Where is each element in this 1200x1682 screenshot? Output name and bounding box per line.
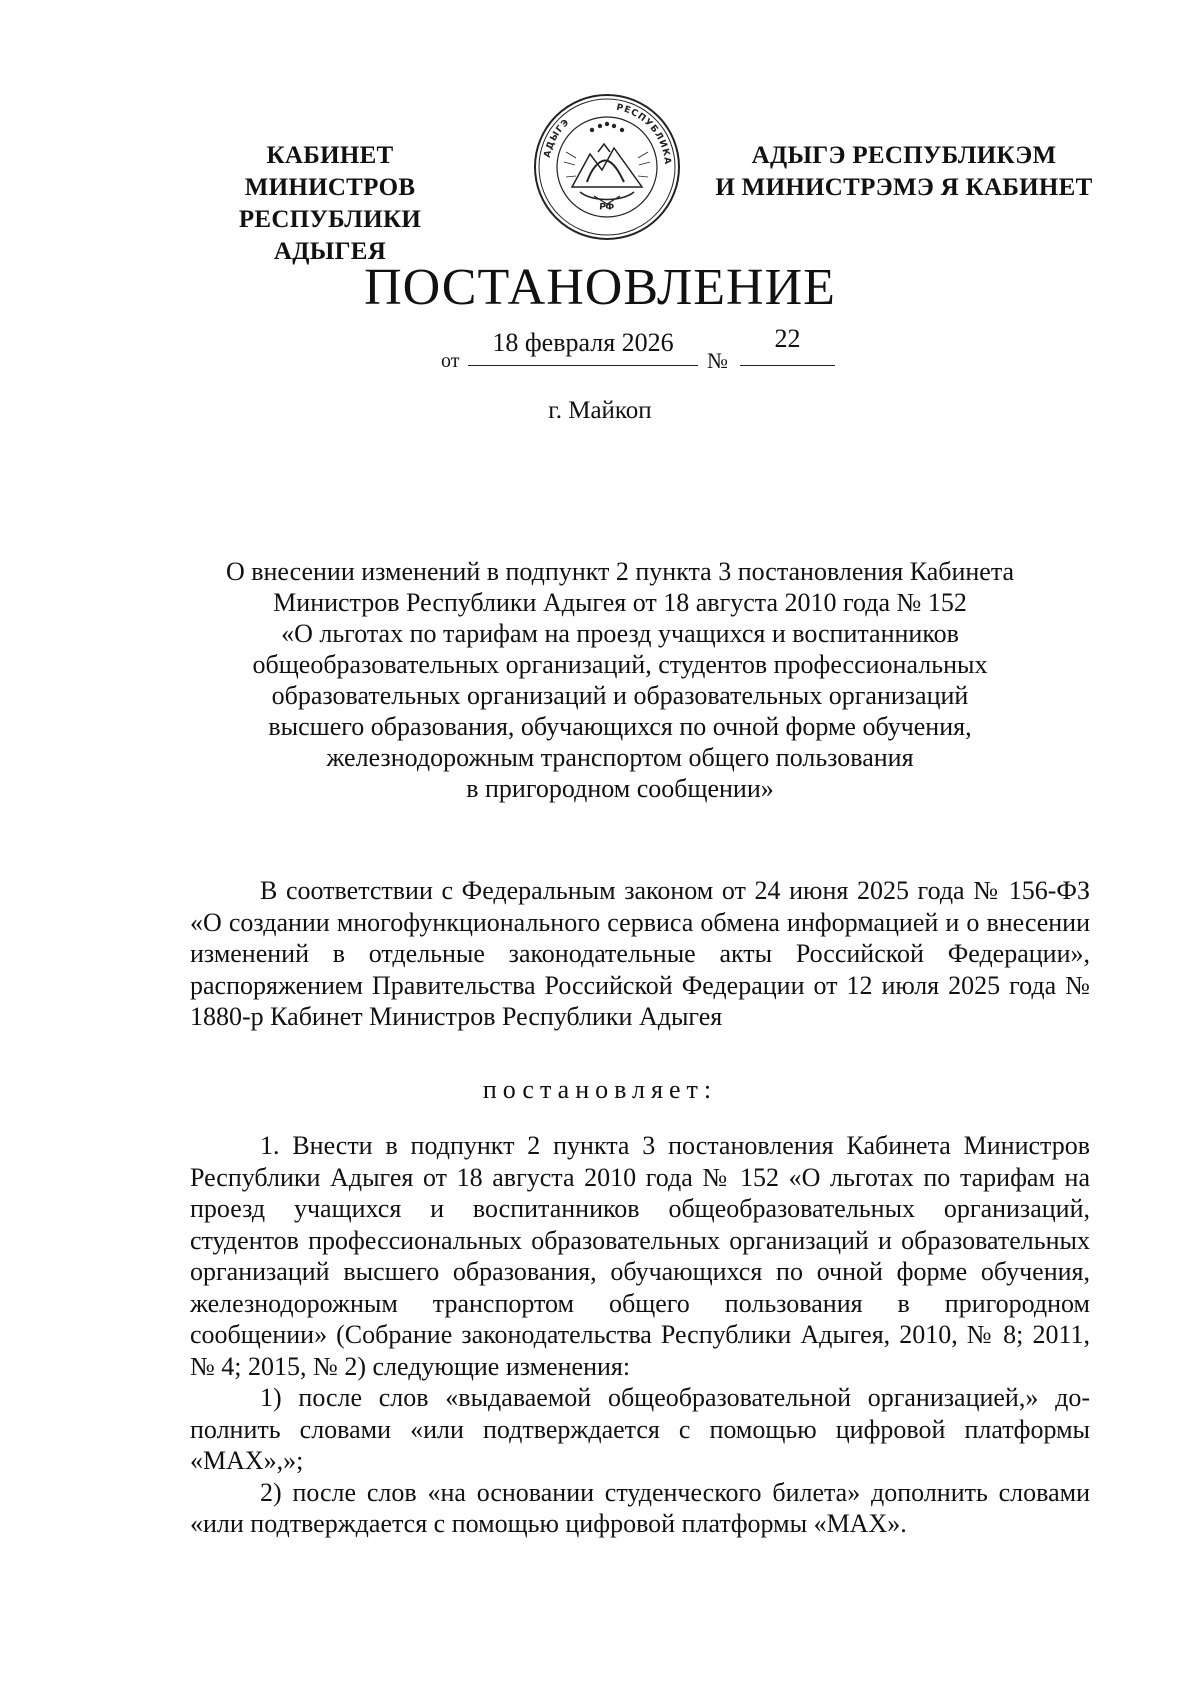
issuer-left-line2: РЕСПУБЛИКИ АДЫГЕЯ bbox=[238, 206, 422, 265]
number-sign: № bbox=[707, 348, 728, 373]
document-type-heading: ПОСТАНОВЛЕНИЕ bbox=[364, 259, 836, 316]
date-underline bbox=[468, 365, 698, 366]
number-underline bbox=[740, 365, 835, 366]
title-line: высшего образования, обучающихся по очной форме обучения, bbox=[268, 712, 972, 741]
resolution-items bbox=[190, 1130, 1090, 1540]
item-paragraph-2: 1) после слов «выдаваемой общеобразовательной организацией,» дополнить словами «или подтверждается с помощью цифровой платформы «MAX»,»; bbox=[190, 1383, 1090, 1475]
issuer-right-line2: И МИНИСТРЭМЭ Я КАБИНЕТ bbox=[715, 174, 1093, 201]
document-date: 18 февраля 2026 bbox=[492, 328, 674, 357]
preamble-paragraph: В соответствии с Федеральным законом от 24 июня 2025 года № 156-ФЗ «О создании многофункционального сервиса обмена информацией и о внесении изменений в отдельные законодательные акты Российской Федерации», распоряжением Правительства Российской Федерации от 12 июля 2025 года № 1880-р Кабинет Министров Республики Адыгея bbox=[190, 876, 1090, 1031]
document-number: 22 bbox=[774, 324, 801, 353]
svg-text:АДЫГЭ bbox=[543, 117, 572, 158]
issuer-name-adyghe bbox=[706, 140, 1102, 204]
issuer-left-line1: КАБИНЕТ МИНИСТРОВ bbox=[244, 142, 416, 201]
title-line: О внесении изменений в подпункт 2 пункта 3 постановления Кабинета bbox=[225, 557, 1015, 586]
title-line: железнодорожным транспортом общего пользования bbox=[326, 743, 914, 772]
emblem-bottom-text: РФ bbox=[598, 202, 615, 213]
issuer-name-russian bbox=[180, 140, 480, 268]
resolves-word: постановляет: bbox=[482, 1075, 718, 1104]
item-paragraph-1: 1. Внести в подпункт 2 пункта 3 постановления Кабинета Министров Республики Адыгея от 18 августа 2010 года № 152 «О льготах по тарифам на проезд учащихся и воспитанников общеобразовательных организаций, студентов профессиональных образовательных организаций и образовательных организаций высшего образования, обучающихся по очной форме обучения, железнодорожным транспортом общего пользования в пригородном сообщении» (Собрание законодательства Республики Адыгея, 2010, № 8; 2011, № 4; 2015, № 2) следующие изменения: bbox=[190, 1131, 1090, 1381]
issuer-right-line1: АДЫГЭ РЕСПУБЛИКЭМ bbox=[751, 142, 1057, 169]
coat-of-arms-icon bbox=[532, 92, 682, 242]
item-paragraph-3: 2) после слов «на основании студенческого билета» дополнить словами «или подтверждается с помощью цифровой платформы «MAX». bbox=[190, 1477, 1090, 1538]
emblem-top-text: АДЫГЭ bbox=[542, 117, 572, 159]
title-line: в пригородном сообщении» bbox=[466, 774, 774, 803]
title-line: «О льготах по тарифам на проезд учащихся и воспитанников bbox=[281, 619, 959, 648]
title-line: образовательных организаций и образовательных организаций bbox=[271, 681, 969, 710]
date-number-line bbox=[0, 324, 1200, 378]
svg-text:РЕСПУБЛИКА bbox=[615, 103, 672, 166]
emblem-top-right-text: РЕСПУБЛИКА bbox=[615, 102, 673, 166]
city-line: г. Майкоп bbox=[548, 397, 652, 424]
title-line: Министров Республики Адыгея от 18 августа 2010 года № 152 bbox=[273, 588, 967, 617]
date-prefix: от bbox=[441, 350, 460, 372]
document-title bbox=[195, 556, 1045, 804]
title-line: общеобразовательных организаций, студентов профессиональных bbox=[252, 650, 988, 679]
